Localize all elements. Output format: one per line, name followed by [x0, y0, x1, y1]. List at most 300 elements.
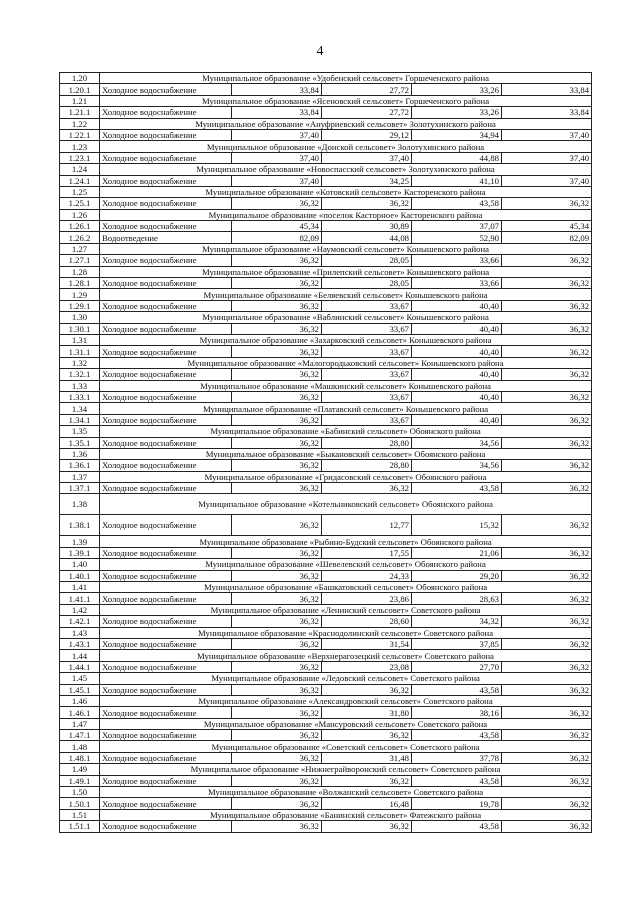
- municipality-name: Муниципальное образование «Шевелевский сельсовет» Обоянского района: [100, 559, 592, 570]
- tariff-value-1: 36,32: [232, 752, 322, 763]
- service-label: Холодное водоснабжение: [100, 707, 232, 718]
- municipality-name: Муниципальное образование «поселок Касторное» Касторенского района: [100, 209, 592, 220]
- service-label: Холодное водоснабжение: [100, 547, 232, 558]
- service-label: Холодное водоснабжение: [100, 84, 232, 95]
- municipality-name: Муниципальное образование «Беляевский сельсовет» Конышевского района: [100, 289, 592, 300]
- service-row: [60, 232, 592, 243]
- municipality-row: [60, 334, 592, 345]
- service-row: [60, 775, 592, 786]
- tariff-value-1: 36,32: [232, 638, 322, 649]
- municipality-name: Муниципальное образование «Ануфриевский сельсовет» Золотухинского района: [100, 118, 592, 129]
- tariff-value-2: 16,48: [322, 798, 412, 809]
- tariff-value-1: 36,32: [232, 300, 322, 311]
- tariff-value-1: 36,32: [232, 798, 322, 809]
- tariff-value-2: 12,77: [322, 515, 412, 536]
- service-label: Холодное водоснабжение: [100, 152, 232, 163]
- tariff-value-2: 33,67: [322, 346, 412, 357]
- row-code: 1.35: [60, 426, 100, 437]
- municipality-name: Муниципальное образование «Александровский сельсовет» Советского района: [100, 695, 592, 706]
- municipality-row: [60, 673, 592, 684]
- row-code: 1.51.1: [60, 821, 100, 832]
- tariff-value-4: 33,84: [502, 107, 592, 118]
- service-row: [60, 730, 592, 741]
- municipality-row: [60, 403, 592, 414]
- tariff-value-4: 45,34: [502, 221, 592, 232]
- row-code: 1.34: [60, 403, 100, 414]
- service-label: Холодное водоснабжение: [100, 821, 232, 832]
- tariff-value-3: 43,58: [412, 821, 502, 832]
- row-code: 1.20.1: [60, 84, 100, 95]
- row-code: 1.40.1: [60, 570, 100, 581]
- tariff-value-2: 27,72: [322, 107, 412, 118]
- tariff-value-2: 30,89: [322, 221, 412, 232]
- municipality-name: Муниципальное образование «Советский сельсовет» Советского района: [100, 741, 592, 752]
- municipality-name: Муниципальное образование «Ясеновский сельсовет» Горшеченского района: [100, 95, 592, 106]
- page-number: 4: [316, 44, 324, 59]
- tariff-value-2: 36,32: [322, 730, 412, 741]
- tariff-value-3: 41,10: [412, 175, 502, 186]
- tariff-value-2: 27,72: [322, 84, 412, 95]
- tariff-value-1: 36,32: [232, 593, 322, 604]
- tariff-value-2: 23,08: [322, 661, 412, 672]
- municipality-row: [60, 186, 592, 197]
- row-code: 1.32: [60, 357, 100, 368]
- tariff-value-1: 36,32: [232, 346, 322, 357]
- tariff-value-2: 23,86: [322, 593, 412, 604]
- service-label: Холодное водоснабжение: [100, 414, 232, 425]
- tariff-value-3: 33,26: [412, 107, 502, 118]
- tariff-value-1: 36,32: [232, 684, 322, 695]
- tariff-value-3: 33,26: [412, 84, 502, 95]
- row-code: 1.36: [60, 448, 100, 459]
- service-row: [60, 278, 592, 289]
- tariff-value-2: 33,67: [322, 391, 412, 402]
- municipality-row: [60, 741, 592, 752]
- tariff-value-4: 36,32: [502, 460, 592, 471]
- service-row: [60, 414, 592, 425]
- service-row: [60, 107, 592, 118]
- tariff-value-1: 82,09: [232, 232, 322, 243]
- municipality-row: [60, 266, 592, 277]
- service-label: Холодное водоснабжение: [100, 437, 232, 448]
- tariff-value-4: 36,32: [502, 391, 592, 402]
- row-code: 1.21: [60, 95, 100, 106]
- row-code: 1.28: [60, 266, 100, 277]
- tariff-value-2: 28,05: [322, 278, 412, 289]
- service-row: [60, 255, 592, 266]
- row-code: 1.38: [60, 494, 100, 515]
- row-code: 1.26: [60, 209, 100, 220]
- municipality-name: Муниципальное образование «Башкатовский сельсовет» Обоянского района: [100, 582, 592, 593]
- row-code: 1.39.1: [60, 547, 100, 558]
- tariff-value-2: 36,32: [322, 684, 412, 695]
- tariff-value-3: 34,56: [412, 437, 502, 448]
- municipality-row: [60, 494, 592, 515]
- tariff-value-2: 28,80: [322, 437, 412, 448]
- row-code: 1.45: [60, 673, 100, 684]
- municipality-name: Муниципальное образование «Прилепский сельсовет» Конышевского района: [100, 266, 592, 277]
- tariff-table-body: [60, 73, 592, 833]
- row-code: 1.41: [60, 582, 100, 593]
- tariff-value-3: 37,78: [412, 752, 502, 763]
- row-code: 1.27.1: [60, 255, 100, 266]
- municipality-row: [60, 650, 592, 661]
- tariff-value-4: 37,40: [502, 152, 592, 163]
- service-row: [60, 616, 592, 627]
- tariff-value-2: 37,40: [322, 152, 412, 163]
- tariff-value-2: 36,32: [322, 198, 412, 209]
- tariff-value-3: 40,40: [412, 391, 502, 402]
- municipality-row: [60, 471, 592, 482]
- row-code: 1.32.1: [60, 369, 100, 380]
- service-row: [60, 570, 592, 581]
- service-label: Холодное водоснабжение: [100, 593, 232, 604]
- row-code: 1.48.1: [60, 752, 100, 763]
- tariff-value-3: 37,07: [412, 221, 502, 232]
- row-code: 1.27: [60, 243, 100, 254]
- service-row: [60, 369, 592, 380]
- service-row: [60, 798, 592, 809]
- municipality-name: Муниципальное образование «Банинский сельсовет» Фатежского района: [100, 809, 592, 820]
- tariff-value-4: 36,32: [502, 198, 592, 209]
- row-code: 1.44.1: [60, 661, 100, 672]
- tariff-value-4: 36,32: [502, 730, 592, 741]
- tariff-value-2: 34,25: [322, 175, 412, 186]
- service-row: [60, 346, 592, 357]
- tariff-table: [59, 72, 592, 833]
- municipality-name: Муниципальное образование «Ледовский сельсовет» Советского района: [100, 673, 592, 684]
- tariff-value-4: 36,32: [502, 323, 592, 334]
- tariff-value-4: 36,32: [502, 661, 592, 672]
- municipality-name: Муниципальное образование «Краснодолинский сельсовет» Советского района: [100, 627, 592, 638]
- tariff-value-4: 36,32: [502, 414, 592, 425]
- municipality-name: Муниципальное образование «Быкановский сельсовет» Обоянского района: [100, 448, 592, 459]
- tariff-value-2: 24,33: [322, 570, 412, 581]
- row-code: 1.41.1: [60, 593, 100, 604]
- service-row: [60, 821, 592, 832]
- tariff-value-4: 33,84: [502, 84, 592, 95]
- service-row: [60, 221, 592, 232]
- tariff-value-3: 40,40: [412, 369, 502, 380]
- tariff-value-2: 31,54: [322, 638, 412, 649]
- row-code: 1.26.1: [60, 221, 100, 232]
- service-label: Холодное водоснабжение: [100, 730, 232, 741]
- row-code: 1.51: [60, 809, 100, 820]
- municipality-row: [60, 141, 592, 152]
- municipality-name: Муниципальное образование «Малогородьковский сельсовет» Конышевского района: [100, 357, 592, 368]
- municipality-name: Муниципальное образование «Котельниковский сельсовет» Обоянского района: [100, 494, 592, 515]
- tariff-value-3: 43,58: [412, 730, 502, 741]
- tariff-value-2: 28,05: [322, 255, 412, 266]
- service-label: Холодное водоснабжение: [100, 616, 232, 627]
- service-label: Холодное водоснабжение: [100, 369, 232, 380]
- municipality-row: [60, 448, 592, 459]
- municipality-row: [60, 787, 592, 798]
- row-code: 1.22.1: [60, 129, 100, 140]
- tariff-value-1: 36,32: [232, 198, 322, 209]
- tariff-value-4: 36,32: [502, 707, 592, 718]
- municipality-row: [60, 118, 592, 129]
- tariff-value-1: 36,32: [232, 570, 322, 581]
- municipality-row: [60, 536, 592, 547]
- tariff-value-4: 36,32: [502, 483, 592, 494]
- service-row: [60, 129, 592, 140]
- row-code: 1.49.1: [60, 775, 100, 786]
- tariff-value-1: 33,84: [232, 107, 322, 118]
- tariff-value-4: 36,32: [502, 278, 592, 289]
- tariff-value-2: 31,48: [322, 752, 412, 763]
- service-row: [60, 300, 592, 311]
- row-code: 1.25: [60, 186, 100, 197]
- row-code: 1.37.1: [60, 483, 100, 494]
- municipality-name: Муниципальное образование «Удобенский сельсовет» Горшеченского района: [100, 73, 592, 84]
- tariff-value-2: 36,32: [322, 483, 412, 494]
- row-code: 1.24.1: [60, 175, 100, 186]
- municipality-name: Муниципальное образование «Рыбино-Будский сельсовет» Обоянского района: [100, 536, 592, 547]
- service-label: Холодное водоснабжение: [100, 221, 232, 232]
- service-label: Холодное водоснабжение: [100, 570, 232, 581]
- municipality-row: [60, 73, 592, 84]
- row-code: 1.42: [60, 604, 100, 615]
- tariff-value-4: 36,32: [502, 684, 592, 695]
- service-label: Холодное водоснабжение: [100, 661, 232, 672]
- tariff-value-3: 33,66: [412, 278, 502, 289]
- row-code: 1.44: [60, 650, 100, 661]
- municipality-row: [60, 559, 592, 570]
- tariff-value-4: 36,32: [502, 752, 592, 763]
- tariff-value-3: 34,56: [412, 460, 502, 471]
- tariff-value-1: 36,32: [232, 323, 322, 334]
- row-code: 1.50: [60, 787, 100, 798]
- tariff-value-1: 36,32: [232, 547, 322, 558]
- tariff-value-4: 36,32: [502, 369, 592, 380]
- tariff-value-1: 45,34: [232, 221, 322, 232]
- tariff-value-3: 40,40: [412, 346, 502, 357]
- tariff-value-4: 36,32: [502, 616, 592, 627]
- service-row: [60, 460, 592, 471]
- tariff-value-4: 36,32: [502, 593, 592, 604]
- tariff-value-3: 33,66: [412, 255, 502, 266]
- municipality-name: Муниципальное образование «Верхнерагозецкий сельсовет» Советского района: [100, 650, 592, 661]
- row-code: 1.46.1: [60, 707, 100, 718]
- tariff-value-4: 36,32: [502, 346, 592, 357]
- row-code: 1.30.1: [60, 323, 100, 334]
- tariff-value-3: 34,32: [412, 616, 502, 627]
- municipality-row: [60, 380, 592, 391]
- tariff-value-1: 36,32: [232, 460, 322, 471]
- row-code: 1.23: [60, 141, 100, 152]
- municipality-row: [60, 695, 592, 706]
- service-label: Холодное водоснабжение: [100, 175, 232, 186]
- tariff-value-3: 44,88: [412, 152, 502, 163]
- tariff-value-4: 36,32: [502, 547, 592, 558]
- row-code: 1.34.1: [60, 414, 100, 425]
- tariff-value-1: 36,32: [232, 661, 322, 672]
- tariff-value-1: 37,40: [232, 175, 322, 186]
- tariff-value-4: 36,32: [502, 300, 592, 311]
- tariff-value-3: 40,40: [412, 414, 502, 425]
- tariff-value-3: 19,78: [412, 798, 502, 809]
- row-code: 1.42.1: [60, 616, 100, 627]
- row-code: 1.36.1: [60, 460, 100, 471]
- row-code: 1.43.1: [60, 638, 100, 649]
- tariff-value-2: 28,60: [322, 616, 412, 627]
- row-code: 1.22: [60, 118, 100, 129]
- tariff-value-3: 43,58: [412, 775, 502, 786]
- service-row: [60, 661, 592, 672]
- tariff-value-1: 36,32: [232, 730, 322, 741]
- service-row: [60, 593, 592, 604]
- municipality-row: [60, 164, 592, 175]
- row-code: 1.35.1: [60, 437, 100, 448]
- municipality-row: [60, 289, 592, 300]
- tariff-value-3: 37,85: [412, 638, 502, 649]
- service-label: Холодное водоснабжение: [100, 391, 232, 402]
- tariff-value-4: 36,32: [502, 255, 592, 266]
- row-code: 1.43: [60, 627, 100, 638]
- row-code: 1.47.1: [60, 730, 100, 741]
- row-code: 1.39: [60, 536, 100, 547]
- tariff-value-1: 33,84: [232, 84, 322, 95]
- service-label: Холодное водоснабжение: [100, 346, 232, 357]
- tariff-value-4: 36,32: [502, 821, 592, 832]
- tariff-value-2: 33,67: [322, 414, 412, 425]
- tariff-value-1: 36,32: [232, 707, 322, 718]
- municipality-row: [60, 582, 592, 593]
- tariff-value-1: 36,32: [232, 437, 322, 448]
- tariff-value-1: 36,32: [232, 278, 322, 289]
- tariff-value-4: 82,09: [502, 232, 592, 243]
- municipality-name: Муниципальное образование «Ваблинский сельсовет» Конышевского района: [100, 312, 592, 323]
- municipality-row: [60, 426, 592, 437]
- tariff-value-4: 36,32: [502, 515, 592, 536]
- municipality-row: [60, 627, 592, 638]
- tariff-value-3: 43,58: [412, 684, 502, 695]
- tariff-value-2: 28,80: [322, 460, 412, 471]
- row-code: 1.29: [60, 289, 100, 300]
- service-label: Холодное водоснабжение: [100, 278, 232, 289]
- tariff-value-2: 36,32: [322, 821, 412, 832]
- tariff-value-2: 17,55: [322, 547, 412, 558]
- service-label: Холодное водоснабжение: [100, 515, 232, 536]
- tariff-value-1: 37,40: [232, 152, 322, 163]
- municipality-row: [60, 718, 592, 729]
- row-code: 1.45.1: [60, 684, 100, 695]
- row-code: 1.26.2: [60, 232, 100, 243]
- municipality-name: Муниципальное образование «Платавский сельсовет» Конышевского района: [100, 403, 592, 414]
- municipality-row: [60, 95, 592, 106]
- tariff-value-1: 36,32: [232, 414, 322, 425]
- tariff-value-2: 33,67: [322, 323, 412, 334]
- tariff-value-1: 36,32: [232, 255, 322, 266]
- tariff-value-3: 28,63: [412, 593, 502, 604]
- row-code: 1.30: [60, 312, 100, 323]
- tariff-value-1: 36,32: [232, 821, 322, 832]
- service-row: [60, 483, 592, 494]
- tariff-value-3: 40,40: [412, 323, 502, 334]
- service-label: Холодное водоснабжение: [100, 775, 232, 786]
- tariff-value-1: 36,32: [232, 515, 322, 536]
- tariff-value-4: 36,32: [502, 638, 592, 649]
- municipality-row: [60, 809, 592, 820]
- service-row: [60, 638, 592, 649]
- row-code: 1.47: [60, 718, 100, 729]
- service-row: [60, 391, 592, 402]
- row-code: 1.21.1: [60, 107, 100, 118]
- municipality-name: Муниципальное образование «Машкинский сельсовет» Конышевского района: [100, 380, 592, 391]
- service-label: Холодное водоснабжение: [100, 798, 232, 809]
- tariff-value-1: 36,32: [232, 483, 322, 494]
- tariff-value-3: 29,20: [412, 570, 502, 581]
- service-row: [60, 437, 592, 448]
- municipality-name: Муниципальное образование «Ленинский сельсовет» Советского района: [100, 604, 592, 615]
- row-code: 1.46: [60, 695, 100, 706]
- tariff-value-3: 40,40: [412, 300, 502, 311]
- tariff-value-3: 43,58: [412, 483, 502, 494]
- service-row: [60, 547, 592, 558]
- row-code: 1.37: [60, 471, 100, 482]
- tariff-value-4: 36,32: [502, 570, 592, 581]
- municipality-name: Муниципальное образование «Нижнеграйворонский сельсовет» Советского района: [100, 764, 592, 775]
- service-row: [60, 323, 592, 334]
- service-row: [60, 752, 592, 763]
- tariff-value-4: 36,32: [502, 798, 592, 809]
- municipality-name: Муниципальное образование «Новоспасский сельсовет» Золотухинского района: [100, 164, 592, 175]
- municipality-name: Муниципальное образование «Бабинский сельсовет» Обоянского района: [100, 426, 592, 437]
- service-label: Холодное водоснабжение: [100, 460, 232, 471]
- row-code: 1.25.1: [60, 198, 100, 209]
- row-code: 1.24: [60, 164, 100, 175]
- municipality-row: [60, 357, 592, 368]
- row-code: 1.48: [60, 741, 100, 752]
- service-label: Холодное водоснабжение: [100, 323, 232, 334]
- tariff-value-2: 29,12: [322, 129, 412, 140]
- tariff-value-2: 33,67: [322, 300, 412, 311]
- tariff-value-4: 36,32: [502, 437, 592, 448]
- service-label: Холодное водоснабжение: [100, 255, 232, 266]
- tariff-value-3: 38,16: [412, 707, 502, 718]
- tariff-value-4: 37,40: [502, 175, 592, 186]
- row-code: 1.40: [60, 559, 100, 570]
- row-code: 1.33: [60, 380, 100, 391]
- municipality-name: Муниципальное образование «Захарковский сельсовет» Конышевского района: [100, 334, 592, 345]
- tariff-value-3: 52,90: [412, 232, 502, 243]
- service-label: Холодное водоснабжение: [100, 129, 232, 140]
- service-label: Холодное водоснабжение: [100, 684, 232, 695]
- service-row: [60, 684, 592, 695]
- tariff-value-2: 31,80: [322, 707, 412, 718]
- tariff-value-1: 37,40: [232, 129, 322, 140]
- municipality-name: Муниципальное образование «Гридасовский сельсовет» Обоянского района: [100, 471, 592, 482]
- row-code: 1.33.1: [60, 391, 100, 402]
- service-label: Холодное водоснабжение: [100, 107, 232, 118]
- tariff-value-1: 36,32: [232, 369, 322, 380]
- row-code: 1.31: [60, 334, 100, 345]
- municipality-row: [60, 312, 592, 323]
- service-label: Холодное водоснабжение: [100, 638, 232, 649]
- municipality-name: Муниципальное образование «Волжанский сельсовет» Советского района: [100, 787, 592, 798]
- tariff-value-2: 44,08: [322, 232, 412, 243]
- service-label: Холодное водоснабжение: [100, 300, 232, 311]
- row-code: 1.50.1: [60, 798, 100, 809]
- tariff-value-4: 37,40: [502, 129, 592, 140]
- municipality-row: [60, 604, 592, 615]
- tariff-value-3: 27,70: [412, 661, 502, 672]
- service-row: [60, 84, 592, 95]
- tariff-value-2: 33,67: [322, 369, 412, 380]
- municipality-name: Муниципальное образование «Котовский сельсовет» Касторенского района: [100, 186, 592, 197]
- service-row: [60, 515, 592, 536]
